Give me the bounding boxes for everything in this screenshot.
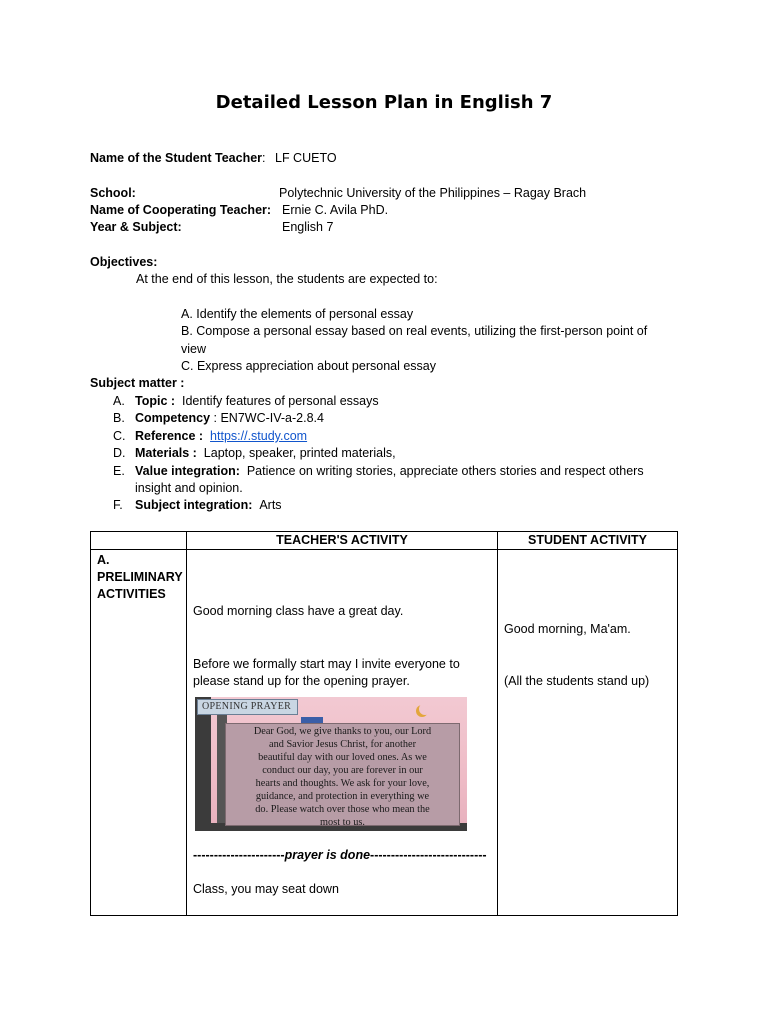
image-border-decoration: [195, 697, 211, 831]
teacher-invite-line: Before we formally start may I invite everyone to: [193, 657, 460, 671]
prayer-done-text: prayer is done: [284, 848, 371, 862]
student-greeting: Good morning, Ma'am.: [504, 622, 631, 636]
value-integration-value-continued: insight and opinion.: [135, 481, 243, 495]
competency-value: : EN7WC-IV-a-2.8.4: [213, 411, 324, 425]
section-cell: [91, 550, 187, 916]
list-marker: B.: [113, 411, 125, 425]
prayer-done-line: [193, 847, 487, 864]
year-subject-label: Year & Subject:: [90, 220, 182, 234]
list-marker: C.: [113, 429, 126, 443]
list-marker: F.: [113, 498, 123, 512]
subject-matter-label: Subject matter :: [90, 376, 185, 390]
list-marker: E.: [113, 464, 125, 478]
cooperating-teacher-label: Name of Cooperating Teacher:: [90, 203, 272, 217]
table-header-student: STUDENT ACTIVITY: [498, 532, 678, 550]
value-integration-label: Value integration:: [135, 464, 240, 478]
teacher-greeting: Good morning class have a great day.: [193, 604, 404, 618]
topic-label: Topic :: [135, 394, 176, 408]
dash-rule: ----------------------------: [370, 848, 487, 862]
objective-item: C. Express appreciation about personal essay: [181, 359, 437, 373]
reference-label: Reference :: [135, 429, 204, 443]
student-teacher-colon: :: [262, 151, 266, 165]
school-label: School:: [90, 186, 136, 200]
table-row: [91, 550, 678, 916]
prayer-line: beautiful day with our loved ones. As we: [258, 752, 427, 763]
list-marker: D.: [113, 446, 126, 460]
prayer-line: Dear God, we give thanks to you, our Lord: [253, 726, 432, 737]
school-value: Polytechnic University of the Philippines – Ragay Brach: [279, 186, 587, 200]
subject-integration-value: Arts: [259, 498, 282, 512]
student-teacher-value: LF CUETO: [275, 151, 337, 165]
objective-item: A. Identify the elements of personal essay: [181, 307, 414, 321]
dash-rule: ----------------------: [193, 848, 285, 862]
prayer-line: hearts and thoughts. We ask for your love,: [255, 778, 430, 789]
value-integration-value: Patience on writing stories, appreciate others stories and respect others: [246, 464, 644, 478]
prayer-text-box: [225, 723, 460, 826]
materials-label: Materials :: [135, 446, 197, 460]
activity-table: [90, 531, 678, 916]
subject-integration-label: Subject integration:: [135, 498, 253, 512]
student-stand-up: (All the students stand up): [504, 674, 650, 688]
prayer-line: guidance, and protection in everything we: [255, 791, 430, 802]
prayer-line: and Savior Jesus Christ, for another: [269, 739, 416, 750]
opening-prayer-header: OPENING PRAYER: [197, 699, 298, 715]
reference-link[interactable]: https://.study.com: [210, 429, 308, 443]
student-teacher-row: [90, 150, 337, 167]
section-label: A.: [97, 553, 110, 567]
section-label: ACTIVITIES: [97, 587, 166, 601]
student-teacher-label: Name of the Student Teacher: [90, 151, 263, 165]
prayer-line: most to us.: [320, 817, 365, 828]
year-subject-value: English 7: [282, 220, 334, 234]
moon-icon: [419, 703, 431, 715]
table-header-teacher: TEACHER'S ACTIVITY: [187, 532, 498, 550]
materials-value: Laptop, speaker, printed materials,: [203, 446, 396, 460]
competency-label: Competency: [135, 411, 211, 425]
cooperating-teacher-value: Ernie C. Avila PhD.: [282, 203, 389, 217]
prayer-line: do. Please watch over those who mean the: [255, 804, 430, 815]
document-title: Detailed Lesson Plan in English 7: [215, 92, 553, 113]
objectives-intro: At the end of this lesson, the students are expected to:: [136, 272, 438, 286]
table-header-row: [91, 532, 678, 550]
section-label: PRELIMINARY: [97, 570, 183, 584]
table-header-empty: [91, 532, 187, 550]
student-activity-cell: [498, 550, 678, 916]
teacher-seat-instruction: Class, you may seat down: [193, 882, 339, 896]
teacher-activity-cell: [187, 550, 498, 916]
objective-item-continued: view: [181, 342, 207, 356]
opening-prayer-image: [195, 697, 467, 831]
prayer-line: conduct our day, you are forever in our: [262, 765, 423, 776]
objective-item: B. Compose a personal essay based on real events, utilizing the first-person point of: [181, 324, 648, 338]
topic-value: Identify features of personal essays: [182, 394, 379, 408]
teacher-invite-line: please stand up for the opening prayer.: [193, 674, 410, 688]
objectives-label: Objectives:: [90, 255, 158, 269]
list-marker: A.: [113, 394, 125, 408]
